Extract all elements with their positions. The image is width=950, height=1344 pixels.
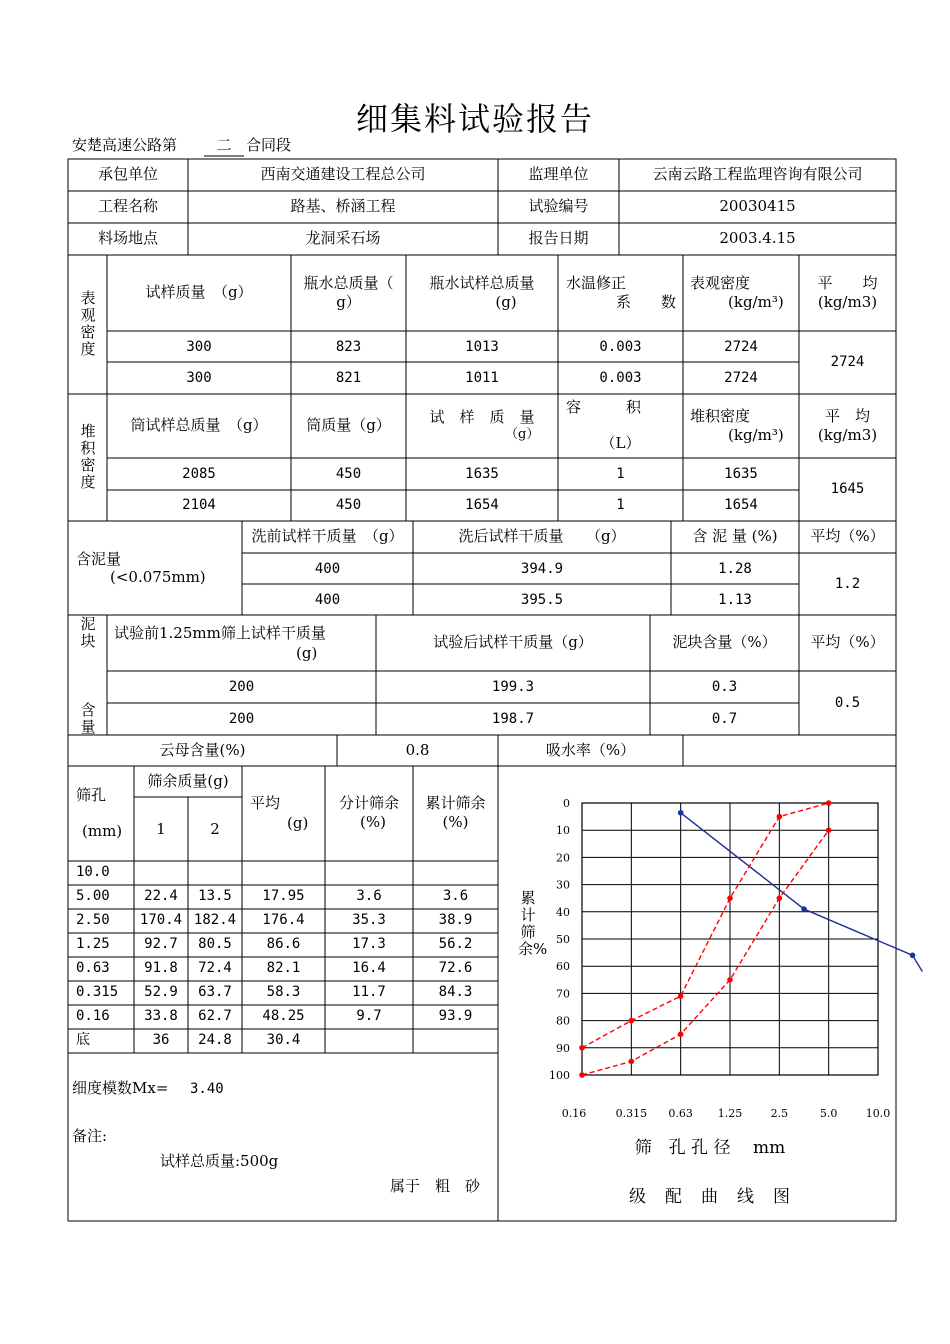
- sieve-cell-size: 0.63: [76, 960, 110, 976]
- bulk-r1-sample: 1635: [465, 466, 499, 482]
- clay-h-before-1: 试验前1.25mm筛上试样干质量: [114, 624, 326, 642]
- apparent-r2-temp: 0.003: [599, 370, 642, 386]
- chart-ytick-label: 20: [556, 851, 570, 865]
- sieve-cell-size: 2.50: [76, 912, 110, 928]
- chart-ytick-label: 30: [556, 878, 570, 892]
- chart-ytick-label: 60: [556, 960, 570, 974]
- chart-ytick-label: 50: [556, 933, 570, 946]
- sieve-cell-avg: 30.4: [266, 1032, 301, 1048]
- apparent-r2-mass: 300: [186, 370, 212, 386]
- sieve-cell-size: 0.315: [76, 984, 119, 1000]
- sieve-cell-partial: 3.6: [356, 888, 382, 904]
- chart-xtick-label: 0.315: [615, 1107, 648, 1120]
- sieve-cell-m2: 24.8: [198, 1032, 232, 1048]
- apparent-h-bw-1: 瓶水总质量（: [303, 274, 394, 292]
- mud-h-avg: 平均（%）: [810, 527, 885, 545]
- chart-xtick-label: 0.16: [561, 1107, 587, 1120]
- contractor-label: 承包单位: [97, 165, 158, 183]
- apparent-r1-density: 2724: [724, 339, 758, 355]
- sieve-cell-m1: 92.7: [144, 936, 178, 952]
- chart-series-line: [681, 813, 923, 972]
- clay-r2-after: 198.7: [491, 711, 535, 727]
- bulk-h-density-2: (kg/m³): [728, 426, 784, 444]
- apparent-h-density-1: 表观密度: [690, 274, 751, 292]
- chart-point: [910, 953, 916, 959]
- bulk-r2-sample: 1654: [465, 497, 499, 513]
- sieve-h-retained: 筛余质量(g): [147, 772, 229, 790]
- sieve-cell-size: 10.0: [76, 864, 110, 880]
- sieve-h-size-2: (mm): [82, 822, 123, 840]
- apparent-h-temp-2: 系 数: [616, 293, 677, 311]
- bulk-average: 1645: [830, 481, 865, 497]
- sieve-cell-avg: 176.4: [262, 912, 305, 928]
- sieve-cell-cum: 56.2: [438, 936, 473, 952]
- bulk-h-avg-1: 平 均: [824, 407, 870, 425]
- bulk-h-sample-2: （g）: [505, 427, 540, 442]
- site-value: 龙洞采石场: [305, 229, 381, 247]
- sieve-cell-cum: 72.6: [438, 960, 473, 976]
- apparent-h-temp-1: 水温修正: [566, 274, 627, 292]
- bulk-h-cyl: 筒质量（g）: [306, 416, 391, 434]
- sieve-h-partial-2: (%): [360, 813, 386, 831]
- sieve-cell-m2: 72.4: [198, 960, 232, 976]
- clay-h-after: 试验后试样干质量（g）: [433, 633, 593, 651]
- chart-xtick-label: 0.63: [668, 1107, 693, 1120]
- apparent-r1-temp: 0.003: [599, 339, 642, 355]
- chart-ytick-label: 0: [563, 797, 570, 810]
- fineness-value: 3.40: [190, 1081, 224, 1097]
- apparent-r2-bws: 1011: [465, 370, 499, 386]
- chart-point: [777, 895, 783, 901]
- sieve-cell-cum: 38.9: [438, 912, 473, 928]
- chart-point: [678, 810, 684, 816]
- chart-point: [826, 827, 832, 833]
- mud-r2-content: 1.13: [718, 592, 752, 608]
- chart-xtick-label: 2.5: [770, 1107, 789, 1120]
- clay-r1-content: 0.3: [711, 679, 738, 695]
- apparent-r2-density: 2724: [724, 370, 758, 386]
- apparent-h-bw-2: g）: [336, 293, 361, 311]
- chart-point: [801, 906, 807, 912]
- chart-caption: 级 配 曲 线 图: [629, 1187, 791, 1207]
- chart-ytick-label: 70: [556, 987, 570, 1001]
- mud-label-1: 含泥量: [76, 550, 122, 568]
- bulk-r2-total: 2104: [182, 497, 216, 513]
- sieve-cell-m2: 63.7: [198, 984, 232, 1000]
- apparent-h-avg-1: 平 均: [817, 274, 878, 292]
- absorb-label: 吸水率（%）: [545, 741, 636, 759]
- test-no-value: 20030415: [719, 197, 796, 215]
- mud-label-2: (<0.075mm): [110, 568, 206, 586]
- supervisor-label: 监理单位: [528, 165, 589, 183]
- sieve-h-cum-1: 累计筛余: [425, 794, 486, 812]
- mud-r2-before: 400: [314, 592, 341, 608]
- sieve-h-cum-2: (%): [442, 813, 469, 831]
- chart-point: [727, 895, 733, 901]
- bulk-h-vol-1: 容 积: [566, 398, 642, 416]
- chart-point: [678, 993, 684, 999]
- clay-r1-after: 199.3: [491, 679, 535, 695]
- total-mass: 试样总质量:500g: [160, 1152, 279, 1170]
- chart-xlabel: 筛 孔 孔 径 mm: [634, 1138, 786, 1158]
- apparent-h-bws-2: (g): [495, 293, 517, 311]
- mica-label: 云母含量(%): [159, 741, 246, 759]
- apparent-r1-bws: 1013: [465, 339, 499, 355]
- chart-point: [826, 800, 832, 806]
- chart-series-line: [582, 803, 829, 1048]
- sieve-cell-size: 1.25: [76, 936, 110, 952]
- chart-ytick-label: 80: [556, 1014, 570, 1028]
- apparent-h-avg-2: (kg/m3): [817, 293, 878, 311]
- clay-h-avg: 平均（%）: [810, 633, 885, 651]
- sieve-cell-m2: 13.5: [198, 888, 232, 904]
- bulk-h-vol-2: （L）: [600, 434, 641, 452]
- sieve-cell-size: 0.16: [76, 1008, 110, 1024]
- chart-series-line: [582, 830, 829, 1075]
- sieve-cell-m1: 33.8: [144, 1008, 178, 1024]
- mud-average: 1.2: [834, 576, 861, 592]
- contractor-value: 西南交通建设工程总公司: [260, 165, 426, 183]
- section-prefix: 安楚高速公路第: [72, 136, 178, 154]
- chart-xtick-label: 5.0: [819, 1107, 838, 1120]
- chart-point: [629, 1018, 635, 1024]
- page-title: 细集料试验报告: [355, 100, 594, 138]
- clay-r2-content: 0.7: [711, 711, 738, 727]
- apparent-h-density-2: (kg/m³): [728, 293, 784, 311]
- sieve-cell-m2: 62.7: [198, 1008, 232, 1024]
- sieve-cell-m1: 91.8: [144, 960, 178, 976]
- sieve-h-size-1: 筛孔: [76, 786, 107, 804]
- sieve-h-avg-1: 平均: [250, 794, 281, 812]
- site-label: 料场地点: [97, 229, 158, 247]
- supervisor-value: 云南云路工程监理咨询有限公司: [652, 165, 863, 183]
- sieve-cell-partial: 35.3: [352, 912, 386, 928]
- bulk-h-density-1: 堆积密度: [690, 407, 751, 425]
- clay-h-before-2: (g): [296, 644, 318, 662]
- chart-ytick-label: 90: [556, 1041, 570, 1055]
- chart-point: [777, 814, 783, 820]
- clay-r1-before: 200: [228, 679, 255, 695]
- sieve-cell-avg: 58.3: [266, 984, 301, 1000]
- bulk-r1-cyl: 450: [335, 466, 362, 482]
- sieve-cell-partial: 17.3: [352, 936, 386, 952]
- sieve-cell-cum: 93.9: [438, 1008, 473, 1024]
- test-no-label: 试验编号: [528, 197, 589, 215]
- remarks-label: 备注:: [72, 1127, 108, 1145]
- mud-h-after: 洗后试样干质量 （g）: [458, 527, 626, 545]
- sieve-cell-m1: 170.4: [139, 912, 183, 928]
- sieve-cell-m2: 80.5: [198, 936, 232, 952]
- clay-label-bottom: 含量: [80, 702, 96, 734]
- chart-ytick-label: 40: [556, 905, 570, 919]
- bulk-r2-cyl: 450: [335, 497, 362, 513]
- mud-r1-before: 400: [314, 561, 341, 577]
- bulk-r1-density: 1635: [724, 466, 758, 482]
- date-value: 2003.4.15: [719, 229, 796, 247]
- sieve-cell-partial: 16.4: [352, 960, 386, 976]
- sieve-cell-m1: 36: [152, 1032, 170, 1048]
- sieve-cell-m1: 52.9: [144, 984, 178, 1000]
- chart-point: [629, 1059, 635, 1065]
- sieve-cell-size: 5.00: [76, 888, 110, 904]
- apparent-r1-bw: 823: [335, 339, 362, 355]
- sieve-cell-m1: 22.4: [144, 888, 178, 904]
- mud-h-content: 含 泥 量 (%): [692, 527, 778, 545]
- sieve-cell-avg: 17.95: [262, 888, 305, 904]
- sieve-h-avg-2: (g): [287, 814, 309, 832]
- sieve-h-2: 2: [210, 820, 220, 838]
- sieve-cell-partial: 9.7: [356, 1008, 382, 1024]
- clay-h-content: 泥块含量（%）: [672, 633, 777, 651]
- chart-point: [579, 1072, 585, 1078]
- bulk-r1-total: 2085: [182, 466, 216, 482]
- sieve-cell-avg: 86.6: [266, 936, 301, 952]
- bulk-h-sample-1: 试 样 质 量: [429, 408, 535, 426]
- mud-r2-after: 395.5: [520, 592, 564, 608]
- apparent-average: 2724: [830, 354, 865, 370]
- apparent-r2-bw: 821: [335, 370, 362, 386]
- classification: 属于 粗 砂: [390, 1177, 481, 1195]
- chart-ytick-label: 100: [549, 1069, 570, 1082]
- sieve-cell-cum: 84.3: [438, 984, 473, 1000]
- chart-xtick-label: 1.25: [717, 1107, 743, 1120]
- sieve-h-1: 1: [156, 820, 166, 838]
- sieve-cell-m2: 182.4: [193, 912, 237, 928]
- mud-r1-after: 394.9: [520, 561, 564, 577]
- sieve-cell-avg: 82.1: [266, 960, 301, 976]
- apparent-density-label: 表观密度: [80, 289, 96, 358]
- chart-ytick-label: 10: [556, 824, 570, 838]
- sieve-cell-size: 底: [76, 1032, 90, 1048]
- project-value: 路基、桥涵工程: [290, 197, 396, 215]
- sieve-cell-cum: 3.6: [442, 888, 469, 904]
- date-label: 报告日期: [528, 229, 589, 247]
- chart-xtick-label: 10.0: [865, 1107, 891, 1120]
- bulk-density-label: 堆积密度: [80, 422, 96, 491]
- gradation-chart: [549, 797, 922, 1120]
- sieve-cell-avg: 48.25: [262, 1008, 305, 1024]
- sieve-h-partial-1: 分计筛余: [338, 794, 399, 812]
- section-number: 二: [216, 136, 232, 154]
- bulk-h-avg-2: (kg/m3): [817, 426, 878, 444]
- fineness-label: 细度模数Mx=: [72, 1079, 169, 1097]
- apparent-h-mass: 试样质量 （g）: [145, 283, 253, 301]
- clay-r2-before: 200: [228, 711, 255, 727]
- section-suffix: 合同段: [246, 136, 292, 154]
- mica-value: 0.8: [405, 741, 430, 759]
- clay-average: 0.5: [834, 695, 861, 711]
- mud-r1-content: 1.28: [718, 561, 752, 577]
- sieve-cell-partial: 11.7: [352, 984, 386, 1000]
- chart-point: [579, 1045, 585, 1051]
- chart-point: [678, 1031, 684, 1037]
- bulk-h-total: 筒试样总质量 （g）: [130, 416, 268, 434]
- chart-ylabel: 累计筛余%: [518, 889, 548, 958]
- apparent-r1-mass: 300: [186, 339, 212, 355]
- bulk-r1-vol: 1: [616, 466, 625, 482]
- mud-h-before: 洗前试样干质量 （g）: [251, 527, 404, 545]
- project-label: 工程名称: [97, 197, 158, 215]
- apparent-h-bws-1: 瓶水试样总质量: [429, 274, 535, 292]
- bulk-r2-density: 1654: [724, 497, 758, 513]
- bulk-r2-vol: 1: [616, 497, 625, 513]
- clay-label-top: 泥块: [80, 615, 96, 650]
- chart-point: [727, 977, 733, 983]
